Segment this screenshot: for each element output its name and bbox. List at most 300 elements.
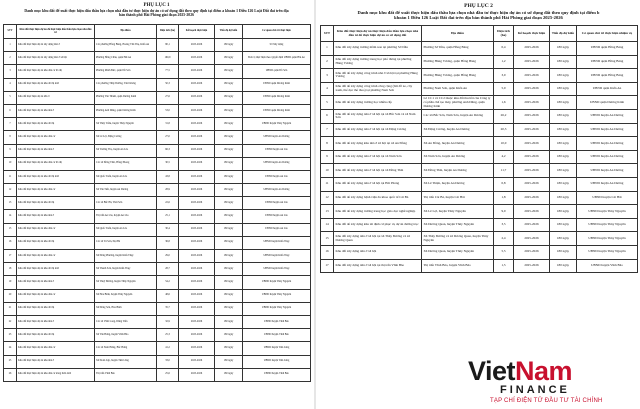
- cell-stt: 11: [4, 170, 17, 183]
- cell-agency: UBND huyện An Dương: [243, 131, 311, 144]
- cell-land-area: Khu đất xây dựng nhà ở xã hội tại thị trấn Vĩnh Bảo: [334, 259, 422, 273]
- cell-progress: 180 ngày: [550, 123, 577, 137]
- table-row: [321, 205, 638, 219]
- cell-agency: UBND huyện An Lão: [243, 170, 311, 183]
- cell-plan: 2025-2026: [514, 164, 550, 178]
- cell-size: 77,5: [157, 65, 179, 78]
- cell-agency: UBND huyện An Lão: [243, 197, 311, 210]
- cell-plan: 2025-2026: [179, 236, 215, 249]
- appendix-1-table: [3, 24, 311, 382]
- cell-agency: UBND huyện Kiến Thụy: [243, 250, 311, 263]
- table-row: [4, 78, 311, 91]
- cell-size: 2,4: [494, 232, 514, 246]
- cell-agency: UBND huyện Tiên Lãng: [243, 342, 311, 355]
- cell-plan: 2025-2026: [514, 245, 550, 259]
- table-row: [321, 109, 638, 123]
- cell-progress: 180 ngày: [215, 250, 243, 263]
- cell-plan: 2025-2026: [179, 144, 215, 157]
- cell-stt: 20: [4, 289, 17, 302]
- cell-progress: 180 ngày: [215, 263, 243, 276]
- cell-plan: 2025-2026: [179, 184, 215, 197]
- cell-progress: 180 ngày: [215, 289, 243, 302]
- table-row: [321, 218, 638, 232]
- table-row: [321, 259, 638, 273]
- cell-location: Xã Đồng Thái, huyện An Dương: [422, 164, 494, 178]
- table-row: [4, 289, 311, 302]
- cell-size: 22,6: [157, 197, 179, 210]
- cell-size: 0,8: [494, 177, 514, 191]
- cell-plan: 2025-2026: [179, 223, 215, 236]
- cell-progress: 180 ngày: [550, 55, 577, 69]
- cell-progress: 180 ngày: [215, 223, 243, 236]
- cell-location: Xã Dương Quan, huyện Thủy Nguyên: [422, 218, 494, 232]
- cell-agency: UBND huyện An Dương: [577, 150, 638, 164]
- cell-land-area: Khu đất thực hiện dự án khu dân cư nông thôn mới: [17, 368, 95, 381]
- header-size: Diện tích (ha): [157, 25, 179, 39]
- table-row: [321, 245, 638, 259]
- table-row: [4, 91, 311, 104]
- cell-progress: 180 ngày: [550, 69, 577, 83]
- cell-land-area: Khu đất thực hiện dự án khu dân cư: [17, 131, 95, 144]
- cell-progress: 180 ngày: [215, 197, 243, 210]
- table-row: [4, 104, 311, 117]
- table-row: [4, 39, 311, 52]
- cell-land-area: Khu đất thực hiện dự án khu nhà ở: [17, 104, 95, 117]
- cell-location: Xã Nam Sơn, huyện An Dương: [422, 150, 494, 164]
- cell-plan: 2025-2026: [514, 123, 550, 137]
- header-agency: Cơ quan chủ trì thực hiện nhiệm vụ: [577, 26, 638, 42]
- cell-size: 50,3: [157, 78, 179, 91]
- cell-plan: 2025-2026: [179, 276, 215, 289]
- table-row: [4, 329, 311, 342]
- cell-size: 30,4: [157, 223, 179, 236]
- cell-location: Phường Sở Dầu, quận Hồng Bàng: [422, 42, 494, 56]
- cell-agency: UBND huyện An Dương: [577, 164, 638, 178]
- cell-plan: 2025-2026: [514, 55, 550, 69]
- cell-progress: 180 ngày: [215, 65, 243, 78]
- cell-plan: 2025-2026: [514, 259, 550, 273]
- header-size: Diện tích (ha): [494, 26, 514, 42]
- header-plan: Kế hoạch thực hiện: [514, 26, 550, 42]
- cell-location: Xã Thủy Đường và xã Dương Quan, huyện Thủy Nguyên: [422, 232, 494, 246]
- cell-progress: 180 ngày: [215, 170, 243, 183]
- cell-progress: 180 ngày: [215, 104, 243, 117]
- cell-plan: 2025-2026: [179, 91, 215, 104]
- cell-size: 33,0: [157, 355, 179, 368]
- cell-plan: 2025-2026: [514, 150, 550, 164]
- cell-stt: 5: [321, 96, 334, 110]
- cell-stt: 4: [321, 82, 334, 96]
- cell-stt: 10: [4, 157, 17, 170]
- cell-size: 3,0: [494, 69, 514, 83]
- cell-land-area: Khu đất thực hiện dự án khu đô thị mới: [17, 263, 95, 276]
- cell-stt: 25: [4, 355, 17, 368]
- header-agency: Cơ quan chủ trì thực hiện: [243, 25, 311, 39]
- cell-size: 27,6: [157, 91, 179, 104]
- cell-stt: 11: [321, 177, 334, 191]
- cell-land-area: Khu đất thực hiện dự án khu đô thị mới: [17, 170, 95, 183]
- table-header-row: [4, 25, 311, 39]
- cell-progress: 180 ngày: [550, 82, 577, 96]
- cell-location: Các phường Thủy Đường, Tân Dương: [95, 78, 157, 91]
- cell-agency: UBND huyện Tiên Lãng: [243, 355, 311, 368]
- cell-land-area: Khu đất thực hiện dự án khu dân cư: [17, 184, 95, 197]
- cell-stt: 5: [4, 91, 17, 104]
- cell-agency: Sở Xây dựng: [243, 39, 311, 52]
- cell-stt: 1: [4, 39, 17, 52]
- cell-progress: 180 ngày: [550, 96, 577, 110]
- cell-location: Xã Lê Lợi, huyện Thủy Nguyên: [422, 205, 494, 219]
- cell-location: Thị trấn Vĩnh Bảo, huyện Vĩnh Bảo: [422, 259, 494, 273]
- cell-progress: 180 ngày: [215, 39, 243, 52]
- cell-progress: 180 ngày: [215, 236, 243, 249]
- cell-stt: 17: [4, 250, 17, 263]
- cell-location: Phường Anh Dũng, quận Dương Kinh: [95, 104, 157, 117]
- cell-plan: 2025-2026: [514, 205, 550, 219]
- cell-stt: 7: [321, 123, 334, 137]
- cell-agency: UBND huyện Thủy Nguyên: [577, 205, 638, 219]
- cell-agency: UBND huyện Vĩnh Bảo: [243, 315, 311, 328]
- cell-size: 1,2: [494, 55, 514, 69]
- table-row: [4, 355, 311, 368]
- header-land-area: Khu đất thực hiện dự án thực hiện dấu thầu lựa chọn nhà đầu tư để thực hiện dự án có sử dụng đất: [334, 26, 422, 42]
- cell-land-area: Khu đất để xây dựng nhà ở xã hội tại xã Đặng Cương: [334, 123, 422, 137]
- cell-progress: 180 ngày: [215, 157, 243, 170]
- table-row: [321, 232, 638, 246]
- cell-land-area: Khu đất thực hiện dự án khu nhà ở: [17, 355, 95, 368]
- cell-location: Xã Tân Tiến, huyện An Dương: [95, 184, 157, 197]
- cell-size: 66,3: [157, 144, 179, 157]
- table-row: [4, 236, 311, 249]
- cell-stt: 6: [4, 104, 17, 117]
- table-row: [4, 52, 311, 65]
- cell-agency: UBND quận Dương Kinh: [243, 104, 311, 117]
- cell-progress: 180 ngày: [550, 109, 577, 123]
- cell-size: 35,7: [157, 302, 179, 315]
- table-row: [321, 96, 638, 110]
- table-row: [321, 177, 638, 191]
- cell-location: Các xã Bắc Hà, Thái Sơn: [95, 197, 157, 210]
- cell-location: Xã Đặng Cương, huyện An Dương: [422, 123, 494, 137]
- logo-finance: FINANCE: [500, 384, 570, 396]
- cell-progress: 180 ngày: [550, 137, 577, 151]
- cell-stt: 13: [4, 197, 17, 210]
- table-row: [321, 55, 638, 69]
- cell-size: 160,9: [157, 52, 179, 65]
- table-row: [321, 42, 638, 56]
- cell-location: Các xã Vĩnh Long, Dũng Tiến: [95, 315, 157, 328]
- cell-stt: 22: [4, 315, 17, 328]
- cell-agency: UBND huyện Vĩnh Bảo: [243, 368, 311, 381]
- cell-land-area: Khu đất thực hiện dự án khu nhà ở: [17, 276, 95, 289]
- table-row: [321, 164, 638, 178]
- cell-agency: UBND huyện Cát Hải: [577, 191, 638, 205]
- cell-progress: 180 ngày: [550, 191, 577, 205]
- cell-land-area: Khu đất thực hiện dự án khu đô thị: [17, 197, 95, 210]
- appendix-2-title: PHỤ LỤC 2: [464, 3, 493, 9]
- cell-stt: 17: [321, 259, 334, 273]
- cell-location: Phường Hùng Vương, quận Hồng Bàng: [422, 69, 494, 83]
- table-row: [321, 137, 638, 151]
- cell-stt: 26: [4, 368, 17, 381]
- table-row: [4, 263, 311, 276]
- header-location: Địa điểm: [422, 26, 494, 42]
- cell-progress: 180 ngày: [215, 144, 243, 157]
- appendix-2-page: [317, 0, 640, 409]
- cell-location: Xã Thanh Sơn, huyện Kiến Thụy: [95, 263, 157, 276]
- cell-stt: 3: [4, 65, 17, 78]
- cell-stt: 12: [4, 184, 17, 197]
- cell-agency: Đơn vị thực hiện theo Quyết định UBND quận Hải An: [243, 52, 311, 65]
- cell-stt: 16: [321, 245, 334, 259]
- cell-size: 1,6: [494, 96, 514, 110]
- cell-plan: 2025-2026: [179, 118, 215, 131]
- cell-stt: 2: [321, 55, 334, 69]
- cell-location: Xã Đông Phương, huyện Kiến Thụy: [95, 250, 157, 263]
- cell-land-area: Khu đất để xây dựng khu tái định cư phục vụ dự án đường trục: [334, 218, 422, 232]
- cell-progress: 180 ngày: [215, 302, 243, 315]
- table-row: [4, 342, 311, 355]
- cell-land-area: Khu đất để xây dựng trường học nhiều cấp: [334, 96, 422, 110]
- cell-agency: UBND huyện An Lão: [243, 210, 311, 223]
- cell-land-area: Khu đất thực hiện dự án xây dựng nhà ở xã hội: [17, 52, 95, 65]
- cell-progress: 180 ngày: [215, 276, 243, 289]
- cell-plan: 2025-2026: [179, 368, 215, 381]
- cell-agency: UBND quận Đồ Sơn: [243, 65, 311, 78]
- cell-land-area: Khu đất thực hiện dự án khu đô thị: [17, 302, 95, 315]
- cell-land-area: Khu đất để xây dựng nhà ở xã hội tại xã Nam Sơn: [334, 150, 422, 164]
- cell-stt: 7: [4, 118, 17, 131]
- cell-location: Phường Tân Thành, quận Dương Kinh: [95, 91, 157, 104]
- cell-plan: 2025-2026: [179, 329, 215, 342]
- cell-location: Các phường Hồng Bàng, Hoàng Văn Thụ, Kiến An: [95, 39, 157, 52]
- cell-agency: UBND huyện An Dương: [577, 123, 638, 137]
- cell-plan: 2025-2026: [514, 232, 550, 246]
- table-row: [4, 157, 311, 170]
- cell-size: 5,5: [494, 245, 514, 259]
- cell-size: 0,4: [494, 42, 514, 56]
- cell-plan: 2025-2026: [179, 65, 215, 78]
- cell-stt: 3: [321, 69, 334, 83]
- cell-agency: UBND huyện Kiến Thụy: [243, 263, 311, 276]
- cell-location: Xã An Đồng, huyện An Dương: [422, 137, 494, 151]
- cell-size: 80,1: [157, 39, 179, 52]
- cell-agency: UBND quận Hồng Bàng: [577, 69, 638, 83]
- cell-size: 20,3: [494, 123, 514, 137]
- cell-plan: 2025-2026: [179, 315, 215, 328]
- cell-location: Phường Hồng Châu, quận Hải An: [95, 52, 157, 65]
- cell-stt: 12: [321, 191, 334, 205]
- header-progress: Tiến độ dự kiến: [215, 25, 243, 39]
- cell-size: 25,1: [157, 210, 179, 223]
- cell-land-area: Khu đất thực hiện dự án khu nhà ở: [17, 144, 95, 157]
- cell-land-area: Khu đất để xây dựng nhà ở xã hội tại Hải Phòng: [334, 177, 422, 191]
- cell-agency: UBND huyện Thủy Nguyên: [243, 118, 311, 131]
- cell-size: 25,3: [157, 329, 179, 342]
- cell-stt: 15: [321, 232, 334, 246]
- cell-size: 28,7: [157, 263, 179, 276]
- cell-agency: UBND huyện Vĩnh Bảo: [243, 329, 311, 342]
- cell-land-area: Khu đất thực hiện dự án khu dân cư đô thị: [17, 157, 95, 170]
- table-row: [4, 65, 311, 78]
- cell-location: Các xã Tú Sơn, Đại Hà: [95, 236, 157, 249]
- cell-size: 48,6: [157, 289, 179, 302]
- cell-agency: UBND quận Dương Kinh: [243, 91, 311, 104]
- cell-agency: UBND huyện Vĩnh Bảo: [577, 259, 638, 273]
- vietnam-finance-logo: [468, 356, 572, 386]
- page-divider: [314, 0, 316, 409]
- cell-plan: 2025-2026: [514, 191, 550, 205]
- cell-size: 11,7: [494, 164, 514, 178]
- cell-size: 1,8: [494, 191, 514, 205]
- vietnam-finance-watermark: [460, 356, 640, 409]
- cell-agency: UBND huyện Thủy Nguyên: [243, 302, 311, 315]
- appendix-1-title: PHỤ LỤC 1: [143, 3, 170, 8]
- cell-land-area: Khu đất thực hiện dự án khu đô thị: [17, 118, 95, 131]
- cell-location: Xã Tân Hưng, huyện Vĩnh Bảo: [95, 329, 157, 342]
- cell-progress: 180 ngày: [215, 315, 243, 328]
- cell-progress: 180 ngày: [550, 232, 577, 246]
- logo-viet: Viet: [468, 356, 516, 386]
- table-row: [4, 368, 311, 381]
- table-row: [4, 223, 311, 236]
- header-plan: Kế hoạch thực hiện: [179, 25, 215, 39]
- cell-stt: 15: [4, 223, 17, 236]
- appendix-2-table-body: [321, 42, 638, 273]
- cell-land-area: Khu đất thực hiện dự án khu dân cư: [17, 250, 95, 263]
- cell-stt: 16: [4, 236, 17, 249]
- cell-stt: 1: [321, 42, 334, 56]
- cell-plan: 2025-2026: [179, 170, 215, 183]
- cell-size: 32,9: [157, 315, 179, 328]
- table-row: [321, 69, 638, 83]
- cell-plan: 2025-2026: [179, 104, 215, 117]
- cell-size: 54,2: [157, 276, 179, 289]
- cell-stt: 24: [4, 342, 17, 355]
- cell-size: 36,8: [157, 236, 179, 249]
- cell-location: Xã Lê Thiện, huyện An Dương: [422, 177, 494, 191]
- cell-agency: UBND huyện An Dương: [243, 157, 311, 170]
- cell-agency: UBND huyện An Lão: [243, 144, 311, 157]
- cell-stt: 8: [4, 131, 17, 144]
- cell-stt: 19: [4, 276, 17, 289]
- cell-plan: 2025-2026: [179, 250, 215, 263]
- cell-land-area: Khu đất để xây dựng khu nhà ở xã hội tại xã An Đồng: [334, 137, 422, 151]
- cell-progress: 180 ngày: [550, 150, 577, 164]
- cell-agency: UBND huyện An Dương: [243, 184, 311, 197]
- cell-size: 43,8: [157, 170, 179, 183]
- table-row: [321, 82, 638, 96]
- cell-progress: 180 ngày: [550, 164, 577, 178]
- cell-size: 29,0: [157, 250, 179, 263]
- cell-stt: 14: [4, 210, 17, 223]
- cell-size: 31,8: [157, 118, 179, 131]
- cell-land-area: Khu đất xây dựng trường mầm non tại phường Sở Dầu: [334, 42, 422, 56]
- cell-progress: 180 ngày: [215, 118, 243, 131]
- cell-size: 5,0: [494, 82, 514, 96]
- cell-plan: 2025-2026: [179, 302, 215, 315]
- cell-location: Các xã Nam Hưng, Bắc Hưng: [95, 342, 157, 355]
- cell-location: Lô CC1 và CC2 thuộc khu đất thu hồi của Công ty cổ phần chế tạo máy, phường Anh Dũng, quận Dương Kinh: [422, 96, 494, 110]
- table-row: [4, 170, 311, 183]
- cell-agency: UBND huyện Kiến Thụy: [243, 236, 311, 249]
- cell-plan: 2025-2026: [179, 289, 215, 302]
- cell-land-area: Khu đất thực hiện dự án khu dân cư đô thị: [17, 65, 95, 78]
- header-location: Địa điểm: [95, 25, 157, 39]
- cell-location: Xã Dương Quan, huyện Thủy Nguyên: [422, 245, 494, 259]
- header-progress: Tiến độ dự kiến: [550, 26, 577, 42]
- cell-land-area: Khu đất thực hiện dự án khu nhà ở: [17, 315, 95, 328]
- table-row: [4, 250, 311, 263]
- cell-plan: 2025-2026: [514, 69, 550, 83]
- cell-agency: UBND huyện An Lão: [243, 223, 311, 236]
- cell-land-area: Khu đất thực hiện dự án xây dựng nhà ở: [17, 39, 95, 52]
- appendix-1-heading: Danh mục khu đất để xuất thực hiện dấu thầu lựa chọn nhà đầu tư thực hiện dự án có sử dụng đất theo quy định tại điểm a khoản 1 Điều 126 Luật Đất đai trên địa bàn thành phố Hải Phòng giai đoạn 2025-2026: [24, 9, 289, 18]
- cell-location: Thị trấn Vĩnh Bảo: [95, 368, 157, 381]
- header-land-area: Khu đất thực hiện dự án để thực hiện dấu thầu lựa chọn nhà đầu tư: [17, 25, 95, 39]
- cell-land-area: Khu đất để xây dựng nhà ở xã hội tại xã Đồng Thái: [334, 164, 422, 178]
- cell-land-area: Khu đất để xây dựng công trình công cộng (bãi đỗ xe, cây xanh, thể dục thể thao) tại phường Nam Sơn: [334, 82, 422, 96]
- cell-stt: 10: [321, 164, 334, 178]
- cell-stt: 9: [4, 144, 17, 157]
- cell-plan: 2025-2026: [514, 82, 550, 96]
- watermark-tagline: TẠP CHÍ ĐIỆN TỬ ĐẦU TƯ TÀI CHÍNH: [490, 398, 603, 404]
- cell-size: 1,5: [494, 259, 514, 273]
- cell-plan: 2025-2026: [179, 197, 215, 210]
- cell-size: 4,2: [494, 150, 514, 164]
- cell-size: 10,0: [494, 137, 514, 151]
- header-stt: STT: [321, 26, 334, 42]
- cell-size: 28,9: [157, 184, 179, 197]
- cell-land-area: Khu đất để xây dựng bệnh viện đa khoa quốc tế Cát Bà: [334, 191, 422, 205]
- cell-land-area: Khu đất thực hiện dự án khu đô thị: [17, 329, 95, 342]
- cell-location: Xã Đông Sơn, Hòa Bình: [95, 302, 157, 315]
- cell-land-area: Khu đất thực hiện dự án khu đô thị mới: [17, 78, 95, 91]
- logo-nam: Nam: [515, 356, 573, 386]
- appendix-1-page: [0, 0, 313, 409]
- cell-progress: 180 ngày: [550, 259, 577, 273]
- cell-land-area: Khu đất để xây dựng công trình nhà ở xã hội tại phường Hùng Vương: [334, 69, 422, 83]
- cell-land-area: Khu đất xây dựng trường trung học phổ thông tại phường Hùng Vương: [334, 55, 422, 69]
- cell-land-area: Khu đất thực hiện dự án khu dân cư: [17, 289, 95, 302]
- cell-stt: 21: [4, 302, 17, 315]
- cell-location: Thị trấn An Lão, huyện An Lão: [95, 210, 157, 223]
- cell-land-area: Khu đất để xây dựng nhà ở xã hội tại xã Bắc Sơn và xã Nam Sơn: [334, 109, 422, 123]
- cell-progress: 180 ngày: [215, 78, 243, 91]
- cell-agency: UBND quận Kiến An: [577, 82, 638, 96]
- cell-stt: 2: [4, 52, 17, 65]
- cell-progress: 180 ngày: [550, 177, 577, 191]
- cell-plan: 2025-2026: [179, 78, 215, 91]
- table-row: [4, 276, 311, 289]
- cell-land-area: Khu đất thực hiện dự án khu dân cư: [17, 342, 95, 355]
- cell-land-area: Khu đất thực hiện dự án khu dân cư: [17, 223, 95, 236]
- table-row: [4, 184, 311, 197]
- cell-location: Xã Thủy Triều, huyện Thủy Nguyên: [95, 118, 157, 131]
- cell-size: 9,0: [494, 205, 514, 219]
- cell-agency: UBND quận Hồng Bàng: [577, 55, 638, 69]
- cell-stt: 14: [321, 218, 334, 232]
- cell-agency: UBND huyện An Dương: [577, 109, 638, 123]
- table-row: [321, 123, 638, 137]
- cell-agency: UBND huyện An Dương: [577, 137, 638, 151]
- table-row: [4, 144, 311, 157]
- cell-agency: UBND quận Dương Kinh: [243, 78, 311, 91]
- cell-plan: 2025-2026: [179, 39, 215, 52]
- cell-plan: 2025-2026: [514, 96, 550, 110]
- appendix-1-table-body: [4, 39, 311, 382]
- cell-location: Xã Trường Thọ, huyện An Lão: [95, 144, 157, 157]
